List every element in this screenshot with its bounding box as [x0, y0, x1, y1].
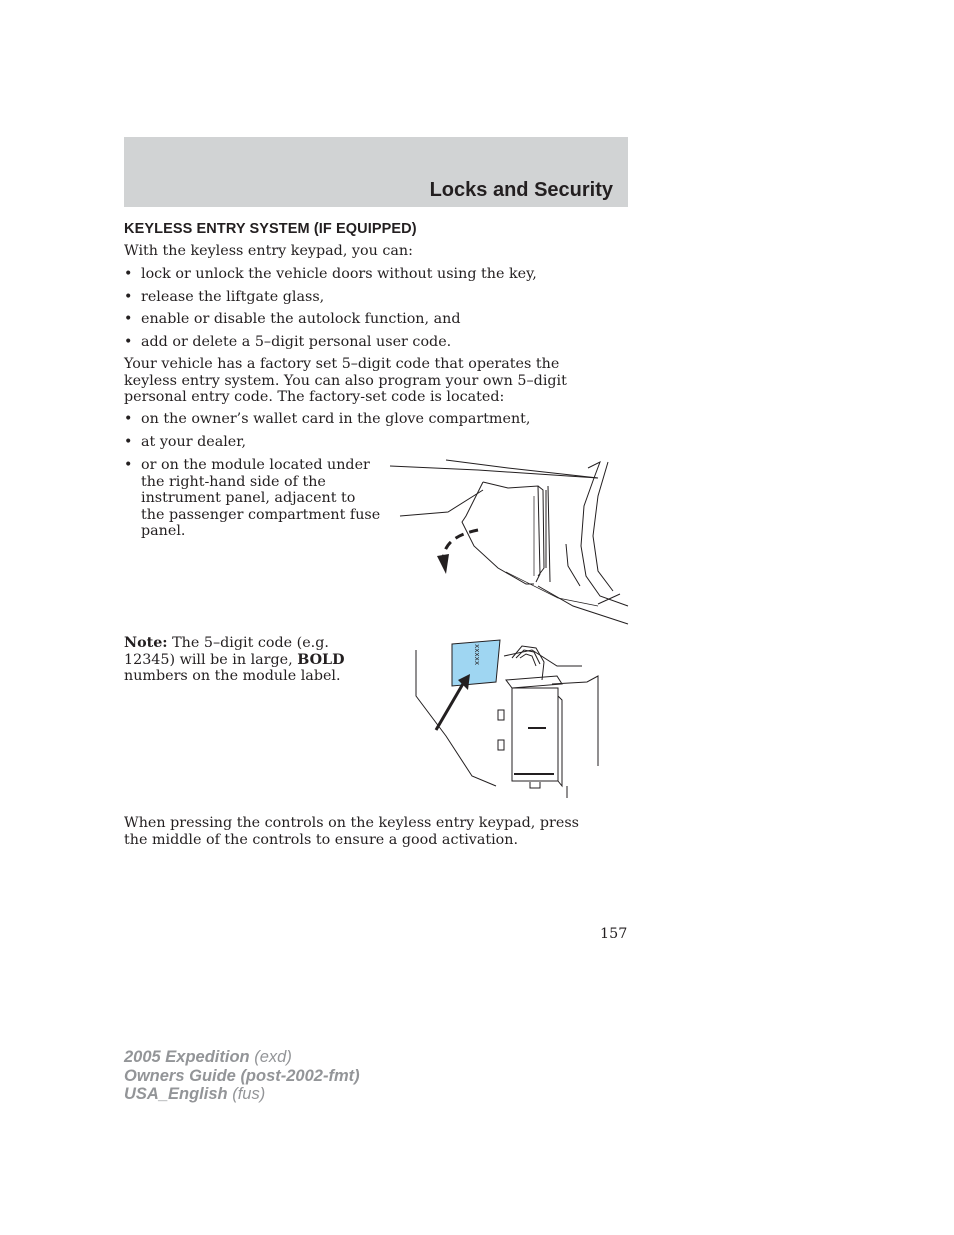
bullet-icon: • [124, 289, 133, 305]
note-text: The 5–digit code (e.g. 12345) will be in large, [124, 635, 329, 668]
note-bold-word: BOLD [297, 651, 345, 668]
note-label: Note: [124, 635, 168, 651]
page-title: Locks and Security [429, 179, 613, 201]
header-band [124, 137, 628, 207]
list-item-text: on the owner’s wallet card in the glove compartment, [141, 411, 531, 427]
footer-language: USA_English [124, 1085, 228, 1103]
intro-text: With the keyless entry keypad, you can: [124, 243, 413, 259]
footer-language-code: (fus) [227, 1085, 266, 1103]
list-item-text: add or delete a 5–digit personal user code. [141, 334, 452, 350]
list-item-text: enable or disable the autolock function, and [141, 311, 461, 327]
note-text-end: numbers on the module label. [124, 668, 341, 685]
module-label-code: xxxxx [473, 644, 481, 666]
bullet-icon: • [124, 266, 133, 282]
list-item-text: or on the module located under the right-hand side of the instrument panel, adjacent to the passenger compartment fuse panel. [141, 457, 381, 540]
bullet-icon: • [124, 334, 133, 350]
footer-model: 2005 Expedition [124, 1048, 250, 1066]
bullet-icon: • [124, 411, 133, 427]
module-label-illustration [412, 636, 606, 798]
list-item-text: lock or unlock the vehicle doors without using the key, [141, 266, 537, 282]
bullet-icon: • [124, 457, 133, 473]
document-footer [124, 1048, 360, 1104]
list-item-text: release the liftgate glass, [141, 289, 325, 305]
list-item-text: at your dealer, [141, 434, 247, 450]
section-heading: KEYLESS ENTRY SYSTEM (IF EQUIPPED) [124, 221, 417, 237]
footer-guide: Owners Guide (post-2002-fmt) [124, 1066, 360, 1085]
bullet-icon: • [124, 311, 133, 327]
closing-paragraph: When pressing the controls on the keyless entry keypad, press the middle of the controls to ensure a good activation. [124, 815, 580, 848]
page-number: 157 [600, 926, 628, 942]
bullet-icon: • [124, 434, 133, 450]
factory-code-paragraph: Your vehicle has a factory set 5–digit code that operates the keyless entry system. You can also program your own 5–digit personal entry code. The factory-set code is located: [124, 356, 567, 406]
instrument-panel-illustration [388, 456, 630, 626]
footer-model-code: (exd) [249, 1048, 292, 1066]
note-paragraph [124, 635, 378, 685]
